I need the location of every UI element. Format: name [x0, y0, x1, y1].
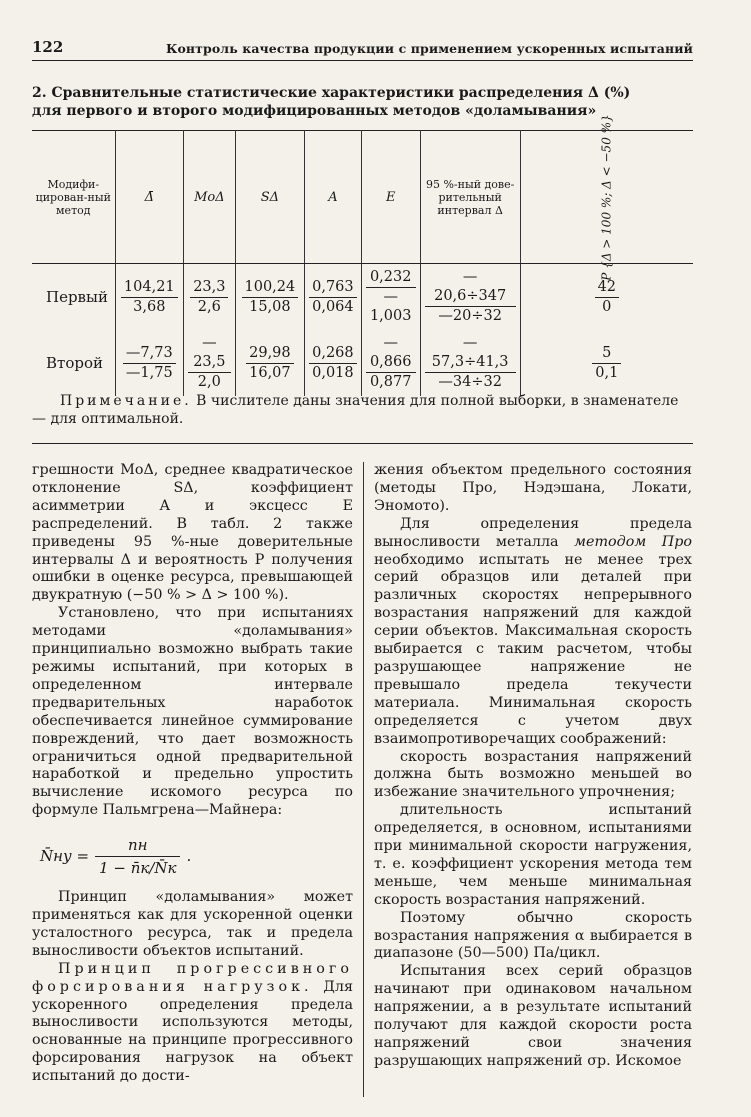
cell-den: 0 — [602, 298, 612, 315]
paragraph: скорость возрастания напряжений должна быть возможно меньшей во избежание значительного упрочнения; — [374, 748, 692, 801]
cell-sd — [235, 264, 304, 331]
right-column — [374, 462, 692, 1071]
cell-num: 29,98 — [246, 344, 294, 364]
cell-den: 0,018 — [312, 364, 354, 381]
spaced-heading: Принцип прогрессивного форсирования нагрузок. — [32, 960, 353, 995]
header-excess: E — [361, 131, 420, 264]
emphasis: методом Про — [574, 533, 692, 550]
cell-num: 0,268 — [309, 344, 357, 364]
paragraph: Поэтому обычно скорость возрастания напряжения α выбирается в диапазоне (50—500) Па/цикл. — [374, 909, 692, 962]
running-header — [32, 28, 693, 61]
paragraph: жения объектом предельного состояния (методы Про, Нэдэшана, Локати, Эномото). — [374, 462, 692, 514]
cell-num: 104,21 — [121, 278, 178, 298]
cell-num: 0,763 — [309, 278, 357, 298]
running-title: Контроль качества продукции с применением ускоренных испытаний — [166, 41, 693, 56]
cell-num: 23,3 — [190, 278, 228, 298]
header-mode: MoΔ — [184, 131, 236, 264]
cell-den: 0,877 — [369, 374, 412, 390]
table-row-second — [32, 330, 693, 396]
note-text: В числителе даны значения для полной выборки, в знаменателе — для оптимальной. — [32, 393, 679, 427]
paragraph-text: Для определения предела выносливости металла — [374, 515, 692, 550]
header-sd: SΔ — [235, 131, 304, 264]
header-prob-text: P {Δ > 100 %; Δ < −50 %} — [599, 113, 614, 281]
table-caption-line1: 2. Сравнительные статистические характеристики распределения Δ (%) — [32, 85, 631, 101]
cell-num: 0,232 — [366, 268, 416, 288]
formula-lhs: N̄ну = — [40, 846, 90, 865]
cell-mode — [184, 330, 236, 396]
table-row-first — [32, 264, 693, 331]
table-header-row — [32, 131, 693, 264]
palmgren-miner-formula: N̄ну = nн 1 − n̄к/N̄к . — [40, 836, 192, 878]
formula-fraction — [95, 834, 180, 879]
paragraph — [32, 961, 353, 1086]
table-caption — [32, 84, 672, 120]
cell-num: 5 — [592, 344, 621, 364]
cell-interval — [420, 264, 520, 331]
cell-den: 3,68 — [133, 298, 166, 315]
cell-den: 2,0 — [197, 374, 221, 390]
paragraph-text: необходимо испытать не менее трех серий образцов или деталей при различных скоростях непрерывного возрастания напряжений для каждой серии объектов. Максимальная скорость выбирается с таким расчетом, чтобы разрушающее напряжение не превышало предела текучести материала. Минимальная скорость определяется с учетом двух взаимопротиворечащих соображений: — [374, 551, 692, 747]
paragraph — [374, 516, 692, 749]
cell-prob — [520, 330, 693, 396]
row-label: Второй — [32, 330, 115, 396]
column-separator — [363, 462, 364, 1097]
cell-num: —57,3÷41,3 — [425, 334, 516, 373]
left-column — [32, 462, 353, 1086]
cell-num: 100,24 — [242, 278, 299, 298]
paragraph: длительность испытаний определяется, в основном, испытаниями при минимальной скорости нагружения, т. е. коэффициент ускорения метода тем меньше, чем меньше минимальная скорость возрастания напряжений. — [374, 802, 692, 908]
cell-num: —20,6÷347 — [425, 268, 516, 307]
cell-interval — [420, 330, 520, 396]
cell-den: —1,75 — [125, 364, 173, 381]
header-prob — [520, 113, 693, 281]
cell-den: —1,003 — [369, 289, 412, 324]
paragraph-text: Для ускоренного определения предела выносливости используются методы, основанные на принципе прогрессивного форсирования нагрузок на объект испытаний до дости- — [32, 978, 353, 1085]
header-method: Модифи-цирован-ный метод — [32, 131, 115, 264]
formula-denominator: 1 − n̄к/N̄к — [99, 859, 177, 878]
cell-asym — [305, 330, 362, 396]
formula-numerator: nн — [95, 834, 180, 857]
cell-den: 16,07 — [249, 364, 291, 381]
paragraph: Установлено, что при испытаниях методами «доламывания» принципиально возможно выбрать такие режимы испытаний, при которых в определенном интервале предварительных наработок обеспечивается линейное суммирование повреждений, что дает возможность ограничиться одной предварительной наработкой и предельно упростить вычисление искомого ресурса по формуле Пальмгрена—Майнера: — [32, 605, 353, 819]
page-number: 122 — [32, 38, 64, 56]
stats-table — [32, 113, 693, 396]
cell-num: —7,73 — [123, 344, 176, 364]
cell-den: 0,1 — [595, 364, 619, 381]
cell-den: —34÷32 — [438, 374, 502, 390]
paragraph: Испытания всех серий образцов начинают при одинаковом начальном напряжении, а в результате испытаний получают для каждой скорости роста напряжений свои значения разрушающих напряжений σр. Искомое — [374, 963, 692, 1069]
cell-den: 15,08 — [249, 298, 291, 315]
cell-den: 2,6 — [197, 298, 221, 315]
header-mean: Δ̄ — [115, 131, 183, 264]
cell-num: 42 — [595, 278, 619, 298]
cell-sd — [235, 330, 304, 396]
cell-den: 0,064 — [312, 298, 354, 315]
cell-mean — [115, 330, 183, 396]
cell-excess — [361, 264, 420, 331]
cell-mode — [184, 264, 236, 331]
cell-num: —0,866 — [366, 334, 416, 373]
header-asym: A — [305, 131, 362, 264]
header-interval: 95 %-ный дове-рительный интервал Δ — [420, 131, 520, 264]
table-note — [32, 392, 692, 428]
section-divider — [32, 443, 693, 444]
cell-mean — [115, 264, 183, 331]
cell-excess — [361, 330, 420, 396]
paragraph: грешности MoΔ, среднее квадратическое отклонение SΔ, коэффициент асимметрии A и эксцесс E распределений. В табл. 2 также приведены 95 %-ные доверительные интервалы Δ и вероятность P получения ошибки в оценке ресурса, превышающей двукратную (−50 % > Δ > 100 %). — [32, 462, 353, 604]
cell-den: —20÷32 — [438, 308, 502, 324]
paragraph: Принцип «доламывания» может применяться как для ускоренной оценки усталостного ресурса, так и предела выносливости объектов испытаний. — [32, 889, 353, 959]
cell-asym — [305, 264, 362, 331]
table-caption-line2: для первого и второго модифицированных методов «доламывания» — [32, 103, 597, 119]
row-label: Первый — [32, 264, 115, 331]
note-label: Примечание. — [60, 393, 192, 409]
cell-num: —23,5 — [188, 334, 231, 373]
